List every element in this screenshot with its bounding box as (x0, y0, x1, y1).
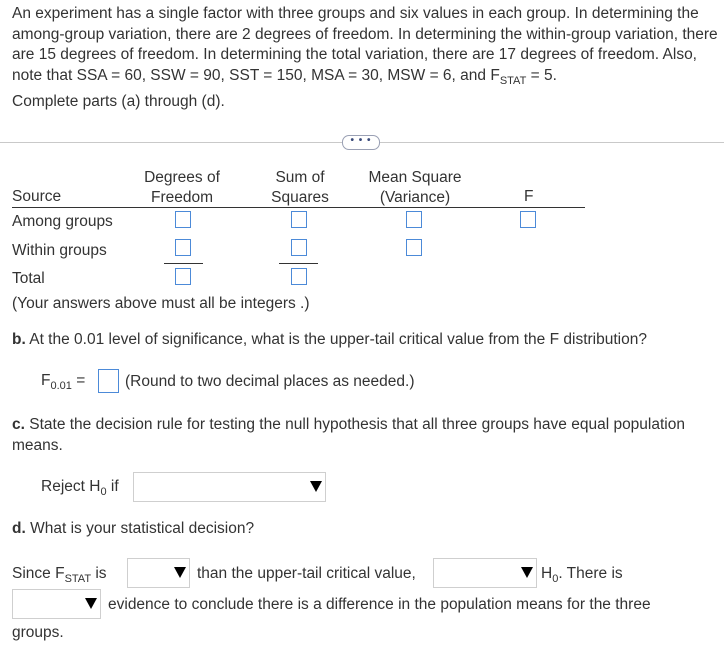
h0-subscript: 0 (552, 573, 559, 585)
since-text: Since F (12, 565, 65, 582)
there-is-text: . There is (558, 565, 623, 582)
header-ms (355, 168, 475, 208)
df-among-input[interactable] (175, 211, 191, 228)
since-fstat-label (12, 565, 107, 583)
part-c-label: c. (12, 416, 25, 433)
chevron-down-icon (310, 481, 322, 492)
header-source: Source (12, 188, 62, 205)
header-ss-line1: Sum of (275, 169, 325, 186)
f-subscript: 0.01 (50, 380, 72, 392)
expand-button[interactable]: • • • (342, 135, 380, 150)
header-ss-line2: Squares (271, 189, 329, 206)
part-d-label: d. (12, 520, 26, 537)
part-b-label: b. (12, 331, 26, 348)
reject-text: Reject H (41, 478, 101, 495)
instructions: Complete parts (a) through (d). (12, 93, 225, 110)
chevron-down-icon (174, 567, 186, 578)
part-b-text: At the 0.01 level of significance, what is the upper-tail critical value from the F distribution? (25, 331, 647, 348)
f-critical-input[interactable] (98, 369, 119, 393)
since-is: is (91, 565, 107, 582)
evidence-text: evidence to conclude there is a difference in the population means for the three (108, 596, 651, 613)
ss-total-input[interactable] (291, 268, 307, 285)
part-d-question (12, 520, 254, 538)
df-total-input[interactable] (175, 268, 191, 285)
reject-subscript: 0 (100, 486, 107, 498)
header-rule (12, 207, 585, 208)
h0-symbol: H (541, 565, 553, 582)
header-ss (258, 168, 342, 208)
integer-note: (Your answers above must all be integers .) (12, 295, 310, 312)
ss-within-input[interactable] (291, 239, 307, 256)
df-within-input[interactable] (175, 239, 191, 256)
header-ms-line1: Mean Square (368, 169, 462, 186)
row-total-label: Total (12, 270, 45, 287)
f-equals: = (71, 372, 86, 389)
f-symbol: F (41, 372, 51, 389)
part-b-question (12, 331, 647, 349)
reject-if: if (106, 478, 119, 495)
problem-statement (12, 4, 720, 87)
groups-text: groups. (12, 624, 64, 641)
f-among-input[interactable] (520, 211, 536, 228)
part-d-text: What is your statistical decision? (25, 520, 255, 537)
part-c-text: State the decision rule for testing the null hypothesis that all three groups have equal population means. (12, 416, 685, 454)
ms-among-input[interactable] (406, 211, 422, 228)
round-note: (Round to two decimal places as needed.) (125, 373, 415, 390)
header-df-line1: Degrees of (144, 169, 220, 186)
evidence-dropdown[interactable] (12, 589, 101, 619)
header-df-line2: Freedom (150, 189, 214, 206)
ss-among-input[interactable] (291, 211, 307, 228)
ms-within-input[interactable] (406, 239, 422, 256)
comparison-dropdown[interactable] (127, 558, 190, 588)
than-critical-text: than the upper-tail critical value, (197, 565, 416, 582)
fstat-subscript: STAT (499, 74, 527, 87)
h0-there-is (541, 565, 623, 583)
header-df (130, 168, 234, 208)
header-f: F (524, 188, 534, 205)
since-subscript: STAT (64, 573, 92, 585)
reject-rule-label (41, 478, 119, 496)
row-within-label: Within groups (12, 242, 107, 259)
chevron-down-icon (521, 567, 533, 578)
header-ms-line2: (Variance) (379, 189, 451, 206)
row-among-label: Among groups (12, 213, 113, 230)
fstat-value: = 5. (526, 66, 557, 84)
problem-text: An experiment has a single factor with three groups and six values in each group. In determining the among-group variation, there are 2 degrees of freedom. In determining the within-group variation, there are 15 degrees of freedom. In determining the total variation, there are 17 degrees of freedom. Also, note that SSA = 60, SSW = 90, SST = 150, MSA = 30, MSW = 6, and F (12, 5, 718, 84)
chevron-down-icon (85, 598, 97, 609)
df-total-rule (164, 263, 203, 264)
ss-total-rule (279, 263, 318, 264)
f-critical-label (41, 372, 85, 390)
reject-rule-dropdown[interactable] (133, 472, 326, 502)
decision-dropdown[interactable] (433, 558, 537, 588)
part-c-question (12, 415, 720, 456)
